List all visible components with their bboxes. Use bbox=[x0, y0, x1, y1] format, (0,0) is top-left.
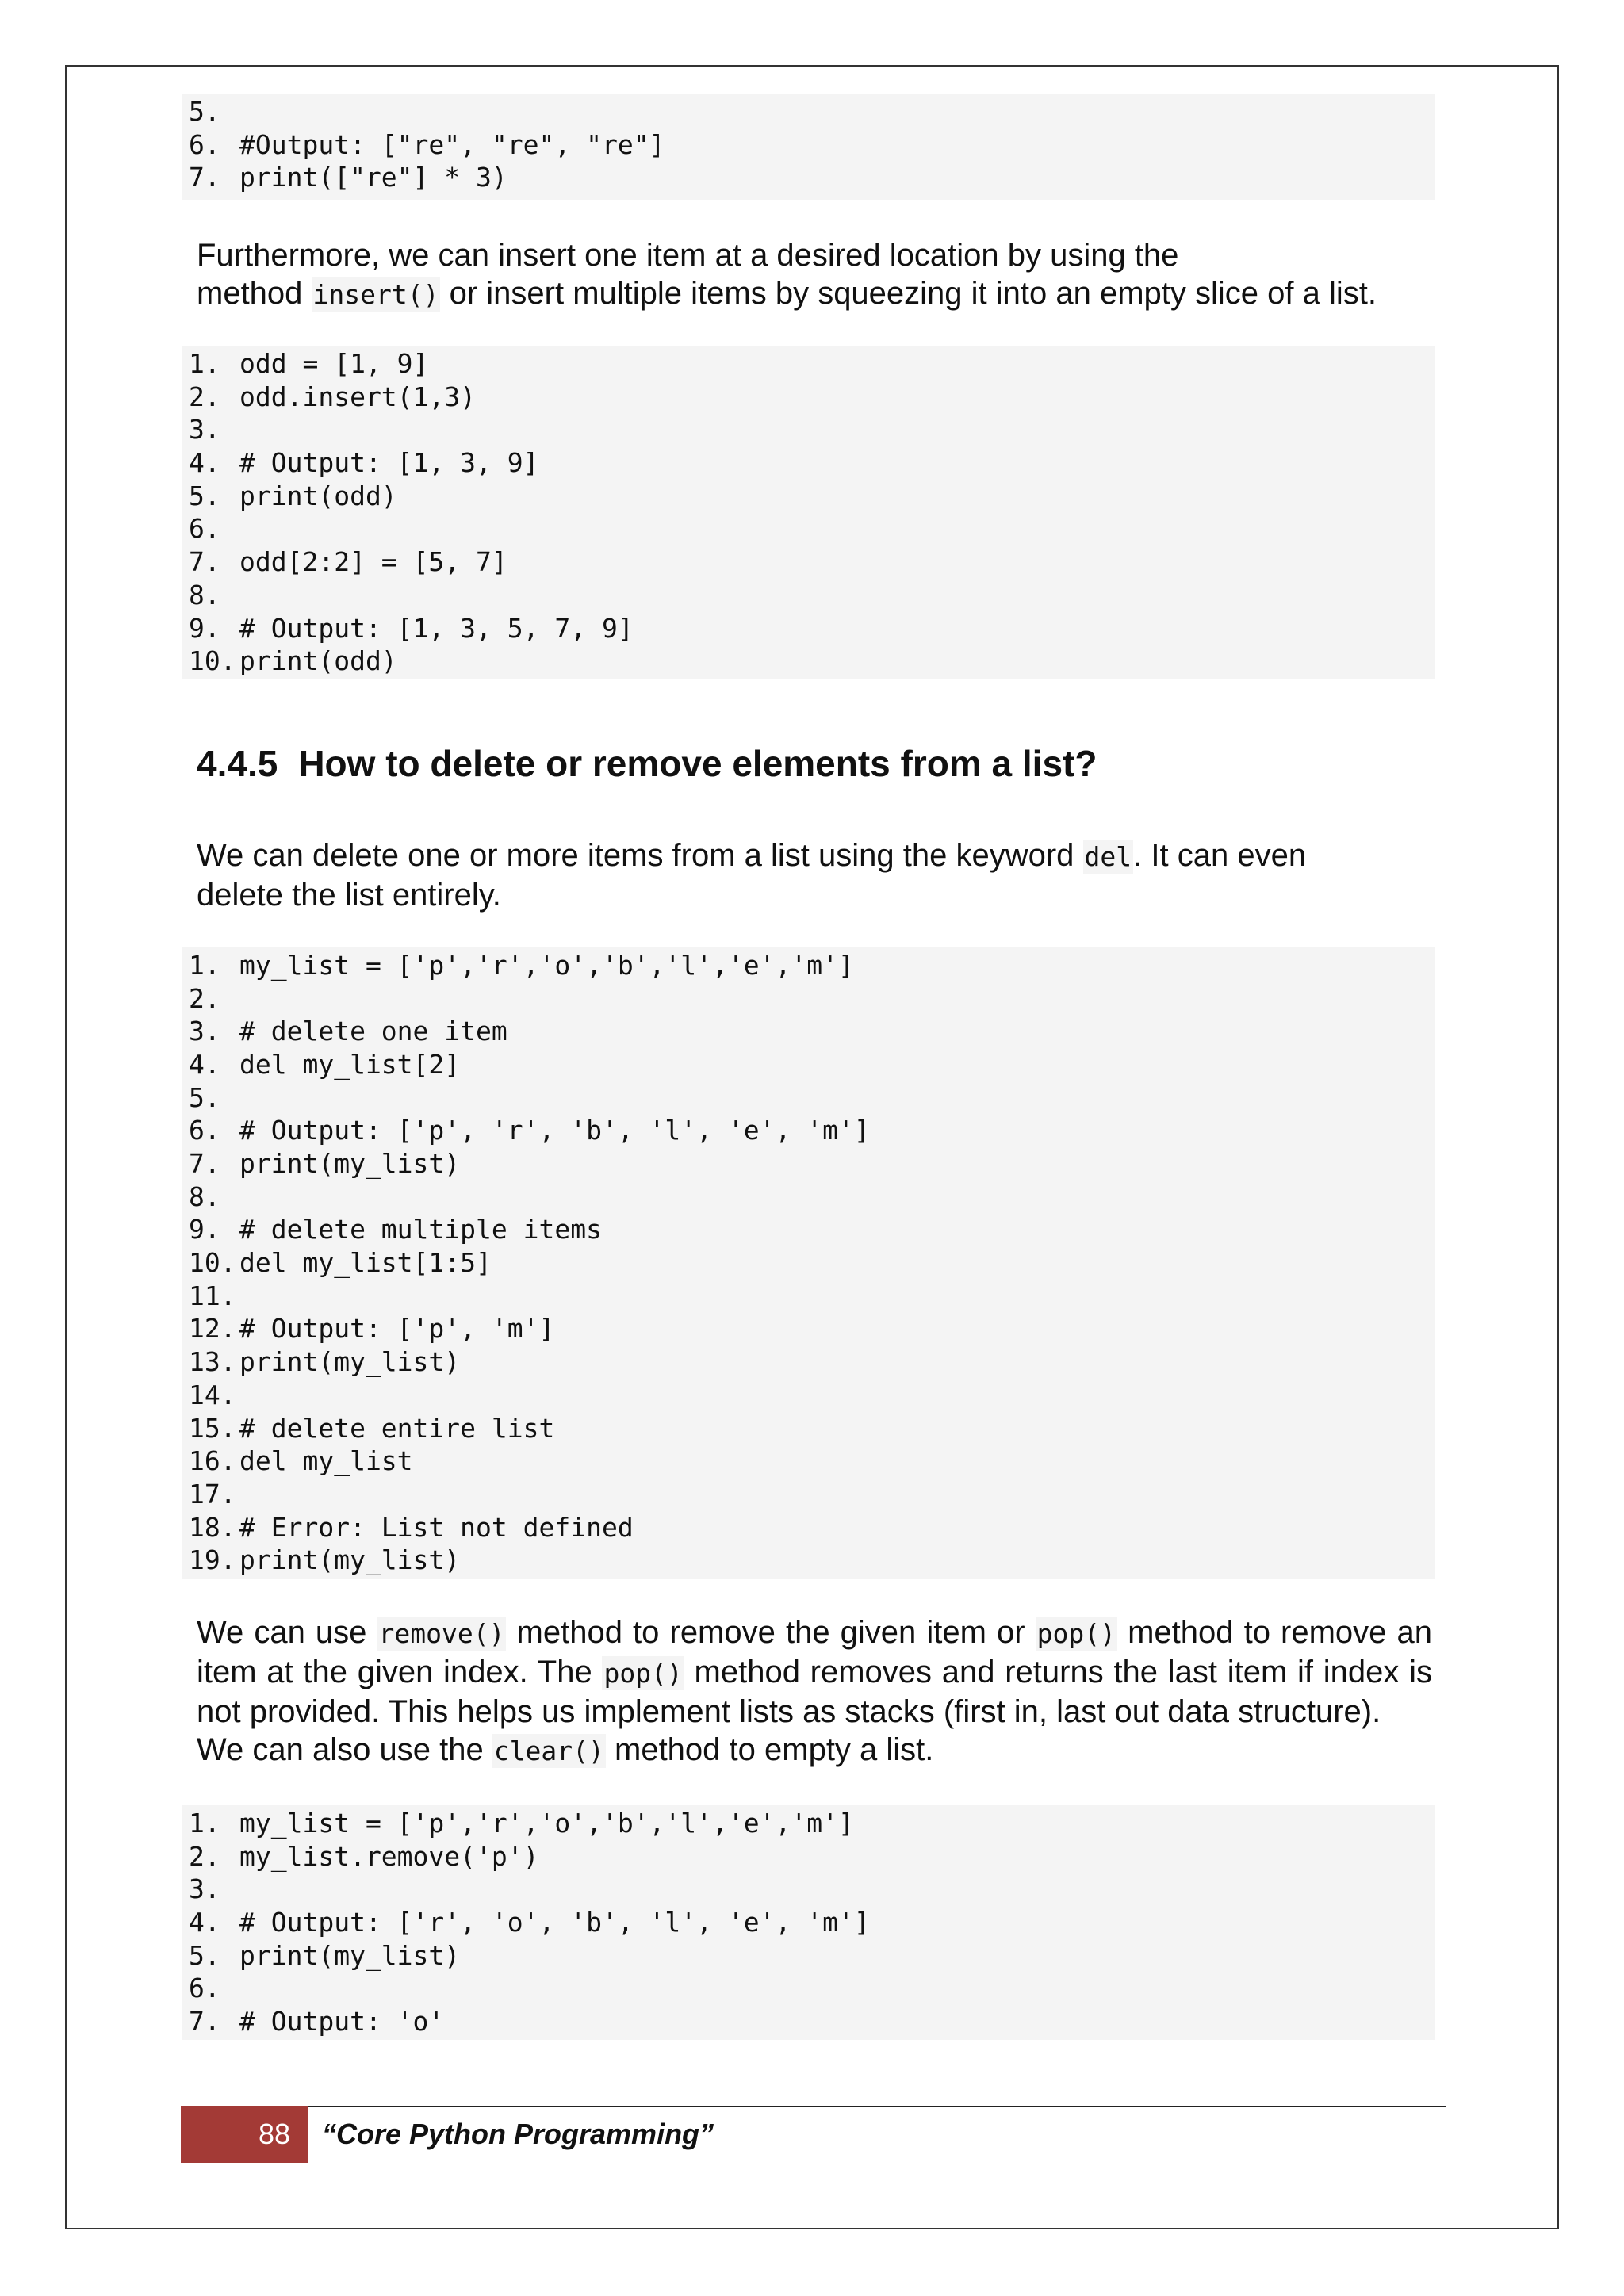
code-line bbox=[189, 1412, 1435, 1445]
line-number: 7. bbox=[189, 546, 220, 578]
code-line bbox=[189, 1972, 1435, 2005]
code-block-del-example bbox=[182, 947, 1435, 1578]
code-line bbox=[189, 1939, 1435, 1973]
paragraph-del-text: . It can even bbox=[1133, 837, 1307, 873]
code-line bbox=[189, 381, 1435, 414]
inline-code-del: del bbox=[1084, 840, 1132, 872]
code-line bbox=[189, 1379, 1435, 1412]
code-text: print(odd) bbox=[239, 480, 397, 511]
code-line bbox=[189, 1478, 1435, 1511]
line-number: 6. bbox=[189, 128, 220, 160]
code-text: del my_list[2] bbox=[239, 1048, 461, 1080]
code-text: # Output: 'o' bbox=[239, 2006, 445, 2038]
paragraph-clear-text: We can also use the bbox=[197, 1732, 492, 1767]
line-number: 8. bbox=[189, 1181, 220, 1212]
line-number: 1. bbox=[189, 348, 220, 379]
line-number: 4. bbox=[189, 1048, 220, 1080]
line-number: 6. bbox=[189, 1973, 220, 2004]
line-number: 6. bbox=[189, 513, 220, 545]
code-text: print(my_list) bbox=[239, 1544, 461, 1576]
line-number: 9. bbox=[189, 1214, 220, 1246]
code-line bbox=[189, 1280, 1435, 1313]
code-line bbox=[189, 1147, 1435, 1181]
paragraph-insert-text: method bbox=[197, 276, 312, 311]
footer-book-title: “Core Python Programming” bbox=[322, 2118, 714, 2150]
code-text: odd[2:2] = [5, 7] bbox=[239, 546, 508, 578]
page-content bbox=[182, 94, 1435, 2040]
code-line bbox=[189, 1445, 1435, 1478]
code-line bbox=[189, 612, 1435, 645]
line-number: 8. bbox=[189, 579, 220, 610]
code-line bbox=[189, 1511, 1435, 1544]
code-text: # delete multiple items bbox=[239, 1214, 602, 1246]
line-number: 14. bbox=[189, 1379, 236, 1410]
line-number: 1. bbox=[189, 949, 220, 981]
code-line bbox=[189, 579, 1435, 612]
line-number: 11. bbox=[189, 1280, 236, 1311]
code-line bbox=[189, 347, 1435, 381]
paragraph-insert bbox=[182, 236, 1435, 314]
code-line bbox=[189, 1906, 1435, 1939]
code-text: print(my_list) bbox=[239, 1939, 461, 1971]
code-line bbox=[189, 1213, 1435, 1246]
code-line bbox=[189, 982, 1435, 1016]
paragraph-del bbox=[182, 836, 1435, 914]
line-number: 17. bbox=[189, 1478, 236, 1510]
line-number: 1. bbox=[189, 1807, 220, 1839]
line-number: 3. bbox=[189, 1873, 220, 1905]
inline-code-pop: pop() bbox=[603, 1657, 683, 1689]
page-number-badge: 88 bbox=[181, 2106, 308, 2163]
code-text: my_list = ['p','r','o','b','l','e','m'] bbox=[239, 949, 854, 981]
code-line bbox=[189, 1345, 1435, 1379]
code-line bbox=[189, 480, 1435, 513]
code-text: # Output: [1, 3, 9] bbox=[239, 447, 539, 479]
line-number: 19. bbox=[189, 1544, 236, 1576]
code-line bbox=[189, 512, 1435, 545]
footer-rule bbox=[181, 2106, 1446, 2107]
line-number: 6. bbox=[189, 1115, 220, 1146]
code-line bbox=[189, 1544, 1435, 1577]
code-line bbox=[189, 446, 1435, 480]
code-text: # Output: ['p', 'm'] bbox=[239, 1313, 555, 1345]
code-line bbox=[189, 545, 1435, 579]
code-text: # delete one item bbox=[239, 1016, 508, 1047]
line-number: 3. bbox=[189, 414, 220, 446]
line-number: 3. bbox=[189, 1016, 220, 1047]
code-block-remove-example bbox=[182, 1805, 1435, 2040]
line-number: 4. bbox=[189, 1907, 220, 1938]
code-line bbox=[189, 645, 1435, 678]
code-text: odd.insert(1,3) bbox=[239, 381, 477, 412]
inline-code-clear: clear() bbox=[493, 1735, 604, 1766]
code-text: del my_list bbox=[239, 1445, 413, 1477]
line-number: 4. bbox=[189, 447, 220, 479]
code-line bbox=[189, 161, 1435, 194]
paragraph-insert-text: or insert multiple items by squeezing it into an empty slice of a list. bbox=[440, 276, 1377, 311]
paragraph-remove-text: We can use bbox=[197, 1614, 377, 1650]
inline-code-pop: pop() bbox=[1036, 1617, 1116, 1649]
paragraph-clear-text: method to empty a list. bbox=[605, 1732, 934, 1767]
code-line bbox=[189, 128, 1435, 162]
line-number: 2. bbox=[189, 1840, 220, 1872]
code-text: # Error: List not defined bbox=[239, 1511, 634, 1543]
paragraph-clear bbox=[182, 1731, 1435, 1770]
paragraph-remove-text: method to remove the given item or bbox=[506, 1614, 1036, 1650]
code-line bbox=[189, 1840, 1435, 1873]
code-line bbox=[189, 413, 1435, 446]
code-text: del my_list[1:5] bbox=[239, 1247, 492, 1279]
line-number: 12. bbox=[189, 1313, 236, 1345]
code-line bbox=[189, 1807, 1435, 1840]
line-number: 7. bbox=[189, 2006, 220, 2038]
line-number: 2. bbox=[189, 982, 220, 1014]
code-text: my_list.remove('p') bbox=[239, 1840, 539, 1872]
line-number: 7. bbox=[189, 162, 220, 193]
code-line bbox=[189, 1181, 1435, 1214]
code-block-insert-example bbox=[182, 346, 1435, 679]
line-number: 10. bbox=[189, 1247, 236, 1279]
section-title: How to delete or remove elements from a list? bbox=[298, 742, 1097, 784]
paragraph-insert-line1: Furthermore, we can insert one item at a desired location by using the bbox=[197, 238, 1179, 273]
code-line bbox=[189, 2005, 1435, 2038]
code-block-list-repeat bbox=[182, 94, 1435, 200]
code-text: print(my_list) bbox=[239, 1148, 461, 1179]
code-line bbox=[189, 1114, 1435, 1147]
code-text: print(odd) bbox=[239, 645, 397, 677]
line-number: 13. bbox=[189, 1346, 236, 1378]
code-text: # Output: ['p', 'r', 'b', 'l', 'e', 'm'] bbox=[239, 1115, 870, 1146]
code-line bbox=[189, 95, 1435, 128]
code-text: print(my_list) bbox=[239, 1346, 461, 1378]
code-text: # delete entire list bbox=[239, 1412, 555, 1444]
inline-code-remove: remove() bbox=[378, 1617, 505, 1649]
line-number: 7. bbox=[189, 1148, 220, 1179]
code-text: # Output: ['r', 'o', 'b', 'l', 'e', 'm'] bbox=[239, 1907, 870, 1938]
line-number: 18. bbox=[189, 1511, 236, 1543]
paragraph-del-text: We can delete one or more items from a list using the keyword bbox=[197, 837, 1083, 873]
code-text: #Output: ["re", "re", "re"] bbox=[239, 128, 665, 160]
line-number: 15. bbox=[189, 1412, 236, 1444]
code-line bbox=[189, 1246, 1435, 1280]
section-number: 4.4.5 bbox=[197, 742, 278, 784]
line-number: 16. bbox=[189, 1445, 236, 1477]
code-text: odd = [1, 9] bbox=[239, 348, 429, 379]
code-text: # Output: [1, 3, 5, 7, 9] bbox=[239, 612, 634, 644]
section-heading bbox=[182, 741, 1435, 786]
paragraph-remove-pop bbox=[182, 1613, 1435, 1731]
code-line bbox=[189, 1312, 1435, 1345]
line-number: 10. bbox=[189, 645, 236, 677]
line-number: 5. bbox=[189, 1939, 220, 1971]
code-text: print(["re"] * 3) bbox=[239, 162, 508, 193]
line-number: 2. bbox=[189, 381, 220, 412]
code-text: my_list = ['p','r','o','b','l','e','m'] bbox=[239, 1807, 854, 1839]
line-number: 5. bbox=[189, 96, 220, 127]
line-number: 9. bbox=[189, 612, 220, 644]
code-line bbox=[189, 949, 1435, 982]
code-line bbox=[189, 1873, 1435, 1906]
inline-code-insert: insert() bbox=[312, 279, 439, 310]
paragraph-remove-text: method removes and returns the last item if index is not provided. This helps us implement lists as stacks (first in, last out data structure). bbox=[197, 1654, 1432, 1729]
code-line bbox=[189, 1081, 1435, 1115]
paragraph-remove-text: method to remove an item at the given index. The bbox=[197, 1614, 1432, 1689]
paragraph-del-line2: delete the list entirely. bbox=[197, 877, 501, 913]
code-line bbox=[189, 1048, 1435, 1081]
line-number: 5. bbox=[189, 1081, 220, 1113]
line-number: 5. bbox=[189, 480, 220, 511]
code-line bbox=[189, 1015, 1435, 1048]
